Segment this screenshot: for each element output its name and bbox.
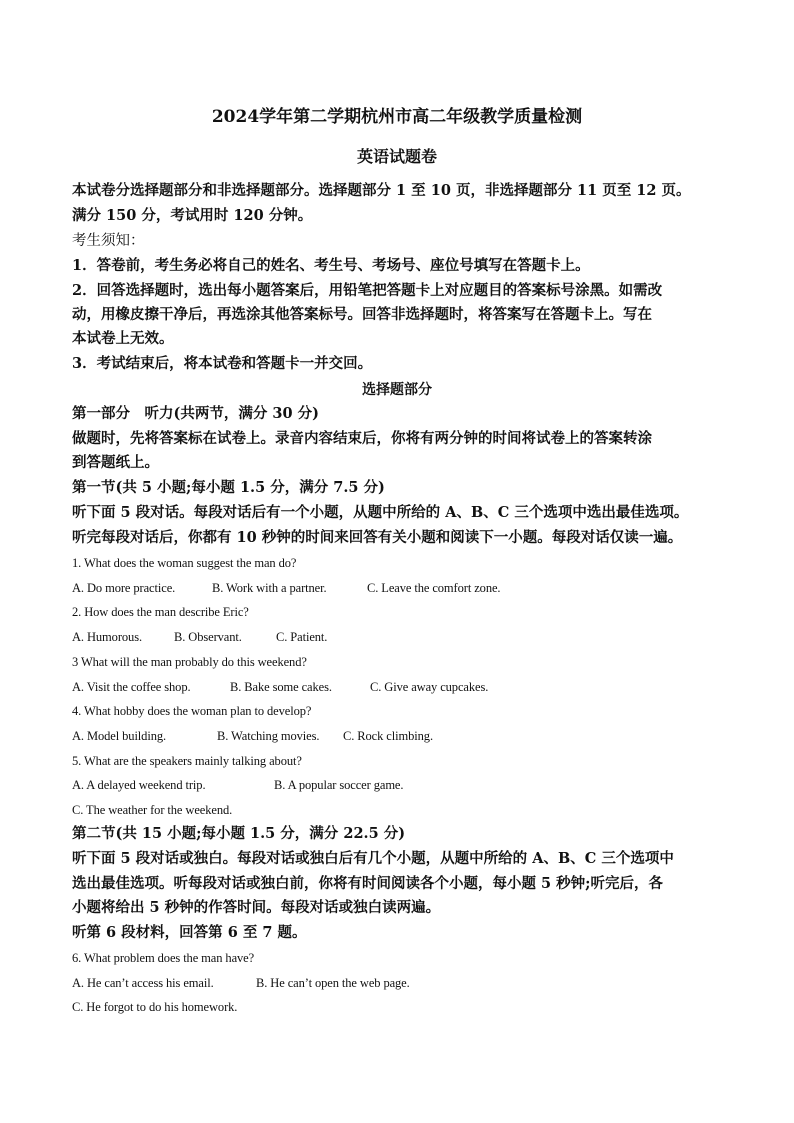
part1-heading: 第一部分 听力(共两节，满分 30 分) xyxy=(72,405,319,422)
option-c: C. Give away cupcakes. xyxy=(370,680,489,694)
notice-item-2-line-3: 本试卷上无效。 xyxy=(72,330,174,347)
option-a: A. Model building. xyxy=(72,729,167,743)
option-c: C. Leave the comfort zone. xyxy=(367,581,501,595)
question-6-options xyxy=(72,973,410,993)
option-a: A. Humorous. xyxy=(72,630,142,644)
question-2-options xyxy=(72,627,327,647)
question-5: 5. What are the speakers mainly talking about? xyxy=(72,754,302,768)
option-c: C. Rock climbing. xyxy=(343,729,433,743)
section1-instruction-line-2: 听完每段对话后，你都有 10 秒钟的时间来回答有关小题和阅读下一小题。每段对话仅读一遍。 xyxy=(72,529,683,546)
question-3-options xyxy=(72,677,488,697)
notice-item-3: 3．考试结束后，将本试卷和答题卡一并交回。 xyxy=(72,355,373,372)
notice-item-2-line-1: 2．回答选择题时，选出每小题答案后，用铅笔把答题卡上对应题目的答案标号涂黑。如需改 xyxy=(72,282,663,299)
question-1: 1. What does the woman suggest the man do? xyxy=(72,556,297,570)
option-a: A. He can’t access his email. xyxy=(72,976,214,990)
option-b: B. Work with a partner. xyxy=(212,581,327,595)
question-5-options xyxy=(72,775,403,795)
question-2: 2. How does the man describe Eric? xyxy=(72,605,249,619)
option-a: A. A delayed weekend trip. xyxy=(72,778,206,792)
section-title: 选择题部分 xyxy=(362,382,432,398)
intro-line-2: 满分 150 分，考试用时 120 分钟。 xyxy=(72,207,313,224)
notice-heading: 考生须知： xyxy=(72,233,145,249)
question-6: 6. What problem does the man have? xyxy=(72,951,255,965)
option-c: C. Patient. xyxy=(276,630,328,644)
option-a: A. Do more practice. xyxy=(72,581,176,595)
exam-title: 2024学年第二学期杭州市高二年级教学质量检测 xyxy=(211,107,583,127)
question-3: 3 What will the man probably do this weekend? xyxy=(72,655,307,669)
part1-instruction-line-1: 做题时，先将答案标在试卷上。录音内容结束后，你将有两分钟的时间将试卷上的答案转涂 xyxy=(72,430,652,447)
option-b: B. Observant. xyxy=(174,630,242,644)
option-b: B. Bake some cakes. xyxy=(230,680,332,694)
question-5-option-c: C. The weather for the weekend. xyxy=(72,803,233,817)
intro-line-1: 本试卷分选择题部分和非选择题部分。选择题部分 1 至 10 页，非选择题部分 11 页至 12 页。 xyxy=(72,182,691,199)
question-6-option-c: C. He forgot to do his homework. xyxy=(72,1000,238,1014)
section1-instruction-line-1: 听下面 5 段对话。每段对话后有一个小题，从题中所给的 A、B、C 三个选项中选出最佳选项。 xyxy=(72,504,689,521)
option-b: B. He can’t open the web page. xyxy=(256,976,410,990)
exam-subtitle: 英语试题卷 xyxy=(356,147,437,166)
material-6-instruction: 听第 6 段材料，回答第 6 至 7 题。 xyxy=(72,924,307,941)
section1-heading: 第一节(共 5 小题;每小题 1.5 分，满分 7.5 分) xyxy=(72,479,385,496)
part1-instruction-line-2: 到答题纸上。 xyxy=(72,454,159,471)
section2-instruction-line-2: 选出最佳选项。听每段对话或独白前，你将有时间阅读各个小题，每小题 5 秒钟;听完后，各 xyxy=(72,875,664,892)
option-b: B. A popular soccer game. xyxy=(274,778,404,792)
question-1-options xyxy=(72,578,500,598)
notice-item-2-line-2: 动，用橡皮擦干净后，再选涂其他答案标号。回答非选择题时，将答案写在答题卡上。写在 xyxy=(72,306,652,323)
section2-instruction-line-3: 小题将给出 5 秒钟的作答时间。每段对话或独白读两遍。 xyxy=(72,899,441,916)
option-a: A. Visit the coffee shop. xyxy=(72,680,191,694)
notice-item-1: 1．答卷前，考生务必将自己的姓名、考生号、考场号、座位号填写在答题卡上。 xyxy=(72,257,590,274)
question-4-options xyxy=(72,726,433,746)
option-b: B. Watching movies. xyxy=(217,729,320,743)
section2-instruction-line-1: 听下面 5 段对话或独白。每段对话或独白后有几个小题，从题中所给的 A、B、C 三个选项中 xyxy=(72,850,674,867)
section2-heading: 第二节(共 15 小题;每小题 1.5 分，满分 22.5 分) xyxy=(72,825,406,842)
question-4: 4. What hobby does the woman plan to develop? xyxy=(72,704,312,718)
